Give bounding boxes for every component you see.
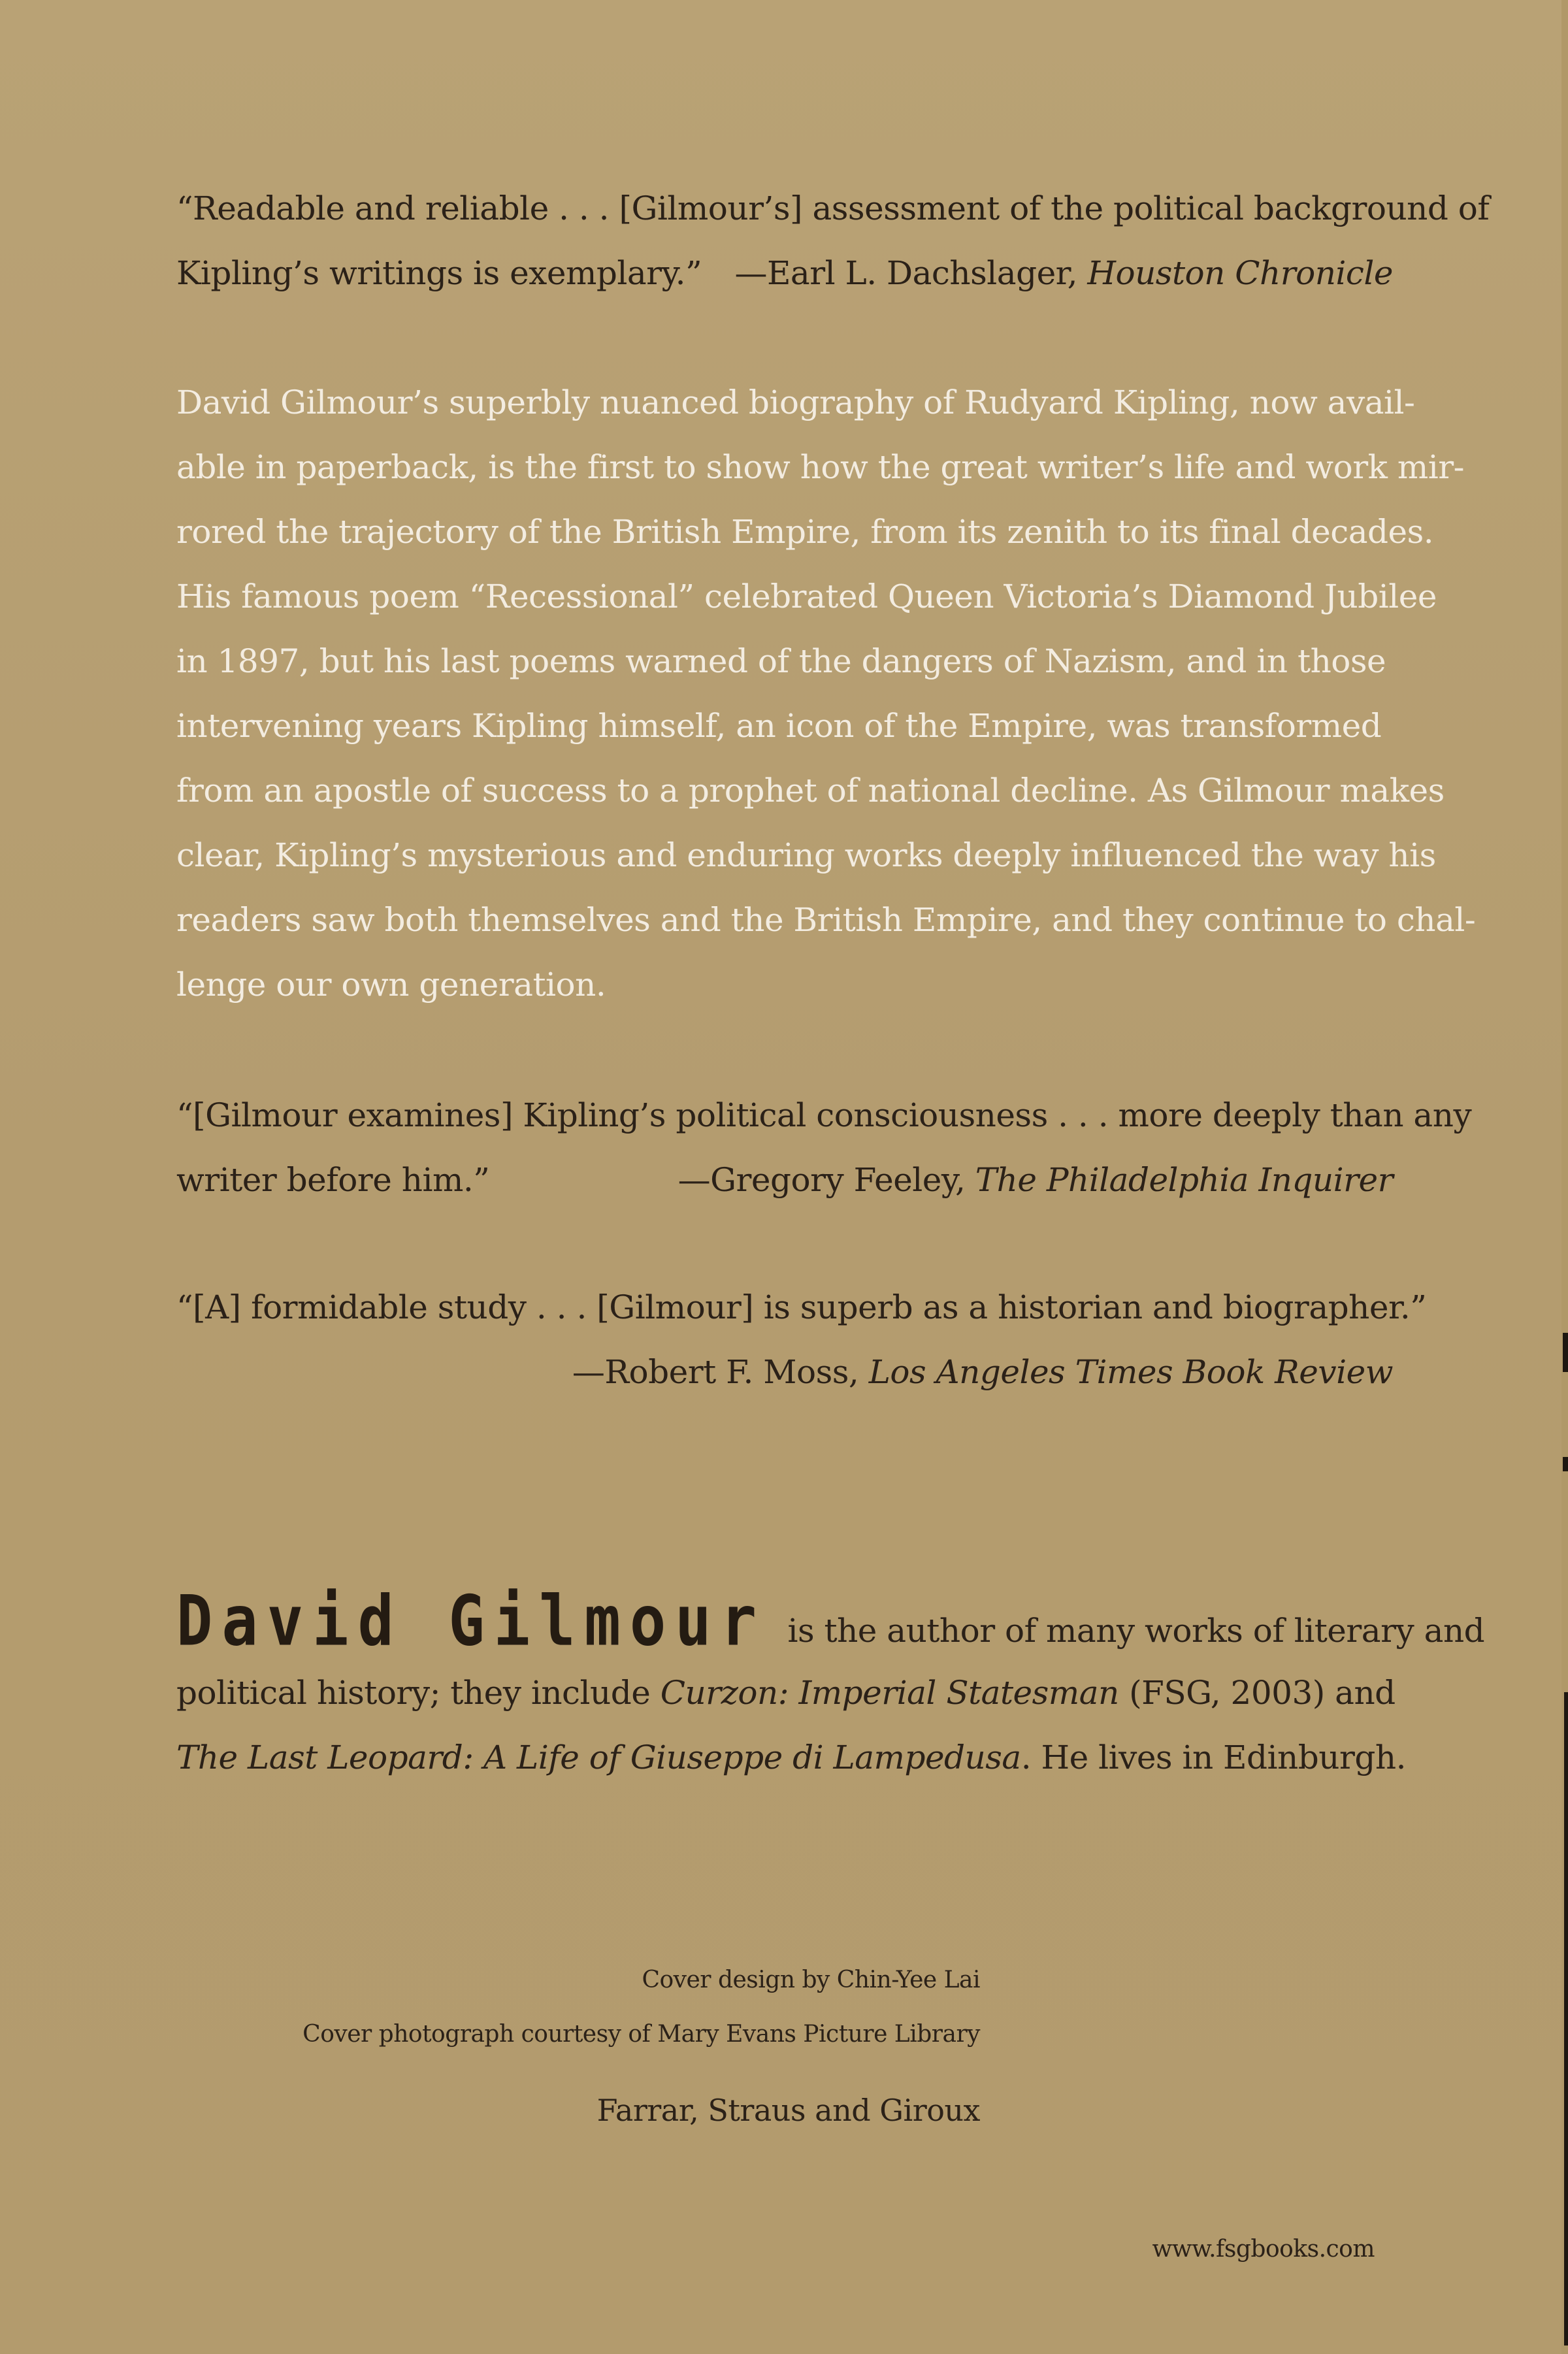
description-line: David Gilmour’s superbly nuanced biography of Rudyard Kipling, now avail- [176,384,1415,421]
author-bio-text: (FSG, 2003) and [1119,1674,1396,1712]
author-bio [176,1580,1485,1790]
quote-los-angeles-times [176,1275,1427,1405]
author-bio-line [176,1725,1406,1790]
quote-line [176,1148,1393,1213]
cover-photo-credit: Cover photograph courtesy of Mary Evans Picture Library [302,2021,980,2048]
publisher-url: www.fsgbooks.com [1152,2236,1375,2263]
quote-line: “[A] formidable study . . . [Gilmour] is superb as a historian and biographer.” [176,1288,1427,1326]
description-line: lenge our own generation. [176,966,606,1004]
attribution-name: —Robert F. Moss, [572,1353,869,1391]
edge-mark [1564,1692,1568,2346]
author-bio-line [176,1580,1485,1662]
quote-line: “Readable and reliable . . . [Gilmour’s] assessment of the political background of [176,189,1490,227]
description-line: rored the trajectory of the British Empire, from its zenith to its final decades. [176,513,1434,551]
description-line: in 1897, but his last poems warned of the dangers of Nazism, and in those [176,642,1386,680]
author-bio-text: political history; they include [176,1674,661,1712]
publisher-name: Farrar, Straus and Giroux [596,2093,980,2128]
quote-houston-chronicle [176,176,1490,306]
attribution-name: —Gregory Feeley, [678,1161,975,1199]
attribution-source: The Philadelphia Inquirer [975,1161,1393,1199]
author-bio-text: . He lives in Edinburgh. [1021,1739,1406,1776]
description-line: readers saw both themselves and the British Empire, and they continue to chal- [176,901,1476,939]
quote-attribution [176,1340,1393,1405]
cover-design-credit: Cover design by Chin-Yee Lai [642,1967,980,1993]
author-bio-line [176,1661,1396,1725]
quote-text [176,176,1490,241]
book-title: Curzon: Imperial Statesman [660,1674,1119,1712]
edge-mark [1563,1457,1568,1471]
description-line: able in paperback, is the first to show how the great writer’s life and work mir- [176,448,1465,486]
quote-philadelphia-inquirer [176,1083,1472,1213]
description-line: from an apostle of success to a prophet of national decline. As Gilmour makes [176,772,1445,809]
attribution-source: Los Angeles Times Book Review [868,1353,1393,1391]
quote-line [176,241,1393,306]
book-description [176,370,1476,1017]
quote-line: “[Gilmour examines] Kipling’s political consciousness . . . more deeply than any [176,1096,1472,1134]
quote-line-end: Kipling’s writings is exemplary.” [176,254,702,292]
quote-attribution [678,1148,1393,1213]
quote-line-end: writer before him.” [176,1161,490,1199]
description-line: intervening years Kipling himself, an icon of the Empire, was transformed [176,707,1382,745]
description-line: clear, Kipling’s mysterious and enduring works deeply influenced the way his [176,836,1436,874]
author-name: David Gilmour [176,1580,766,1662]
edge-mark [1563,1333,1568,1372]
attribution-name: —Earl L. Dachslager, [734,254,1088,292]
attribution-source: Houston Chronicle [1087,254,1393,292]
quote-attribution [734,241,1393,306]
book-title: The Last Leopard: A Life of Giuseppe di Lampedusa [176,1739,1021,1776]
description-line: His famous poem “Recessional” celebrated Queen Victoria’s Diamond Jubilee [176,578,1437,615]
author-bio-text: is the author of many works of literary and [787,1612,1485,1650]
